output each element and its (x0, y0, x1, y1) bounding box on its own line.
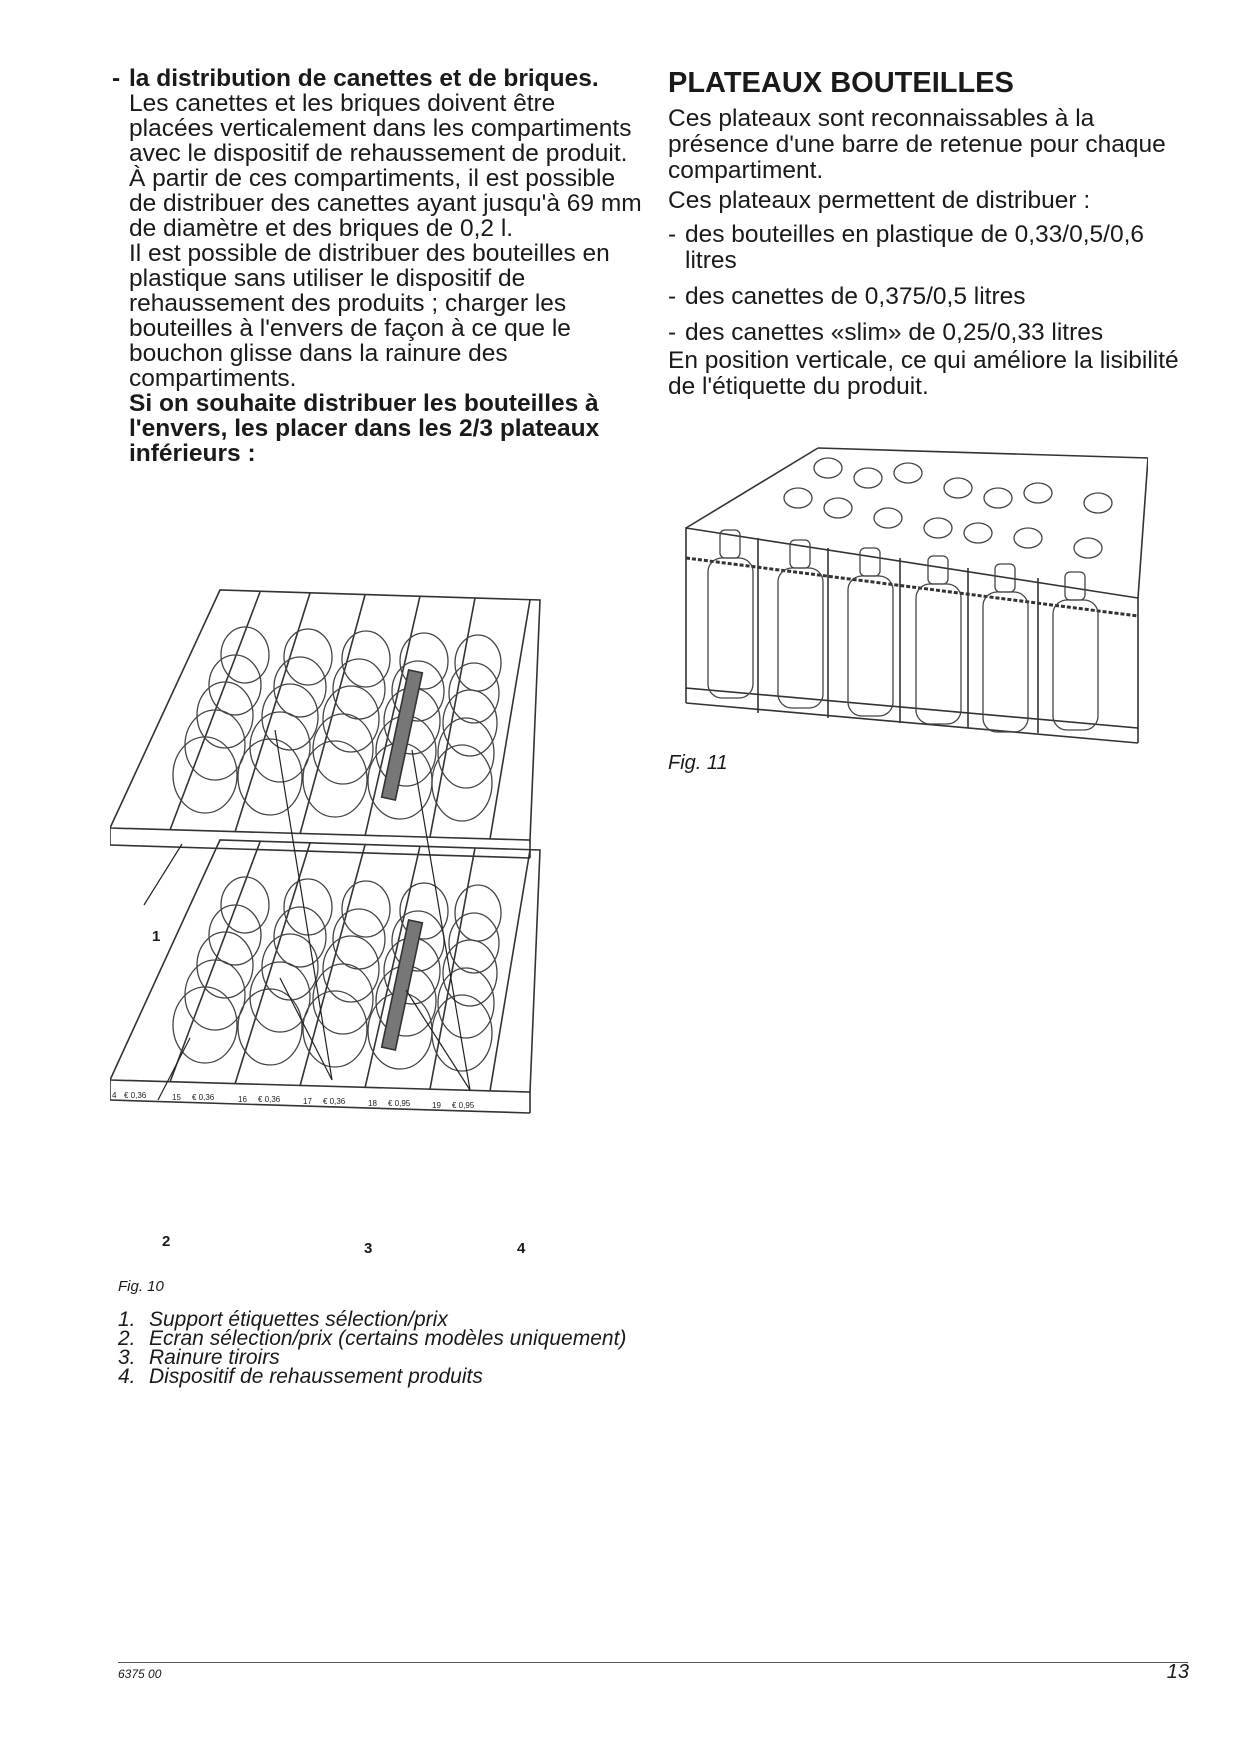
price-label: 15 (172, 1093, 181, 1102)
section-title-bottle-trays: PLATEAUX BOUTEILLES (668, 67, 1014, 99)
page-number: 13 (1166, 1661, 1189, 1683)
bottle-list (668, 222, 1188, 346)
section-heading-cans (112, 66, 642, 91)
list-item-text: des canettes «slim» de 0,25/0,33 litres (685, 319, 1104, 346)
document-code: 6375 00 (118, 1667, 162, 1681)
paragraph-trays-allow: Ces plateaux permettent de distribuer : (668, 187, 1091, 214)
price-label: 16 (238, 1095, 247, 1104)
list-dash: - (668, 319, 677, 346)
price-label: € 0,36 (192, 1093, 215, 1102)
legend-number: 4. (118, 1365, 136, 1388)
list-dash: - (668, 283, 677, 310)
legend-text: Ecran sélection/prix (certains modèles uniquement) (149, 1327, 627, 1350)
left-column (112, 66, 642, 466)
price-label: 4 (112, 1091, 117, 1100)
legend-text: Rainure tiroirs (149, 1346, 280, 1369)
price-label: € 0,36 (124, 1091, 147, 1100)
callout-3: 3 (364, 1240, 373, 1257)
price-label: 18 (368, 1099, 377, 1108)
legend-text: Dispositif de rehaussement produits (149, 1365, 483, 1388)
right-column (668, 66, 1188, 400)
fig10-legend (118, 1310, 638, 1386)
list-item-text: des canettes de 0,375/0,5 litres (685, 283, 1026, 310)
list-dash: - (668, 221, 677, 248)
price-label: € 0,36 (323, 1097, 346, 1106)
legend-text: Support étiquettes sélection/prix (149, 1308, 448, 1331)
fig10-illustration (110, 560, 640, 1260)
list-dash: - (112, 65, 121, 92)
callout-4: 4 (517, 1240, 526, 1257)
paragraph-cans-placement: Les canettes et les briques doivent être placées verticalement dans les compartiments avec le dispositif de rehaussement de produit. (129, 90, 632, 167)
legend-number: 1. (118, 1308, 136, 1331)
paragraph-bottles-inverted: Il est possible de distribuer des bouteilles en plastique sans utiliser le dispositif de rehaussement des produits ; charger les bouteilles à l'envers de façon à ce que le bouchon glisse dans la rainure des compartiments. (129, 240, 610, 392)
list-item (668, 222, 1188, 274)
paragraph-bottles-warning: Si on souhaite distribuer les bouteilles à l'envers, les placer dans les 2/3 plateaux inférieurs : (129, 390, 600, 467)
legend-number: 2. (118, 1327, 136, 1350)
price-label: € 0,36 (258, 1095, 281, 1104)
legend-item (118, 1367, 638, 1386)
heading-text: la distribution de canettes et de briques. (129, 65, 599, 92)
paragraph-vertical-position: En position verticale, ce qui améliore la lisibilité de l'étiquette du produit. (668, 347, 1179, 400)
callout-1: 1 (152, 928, 161, 945)
callout-2: 2 (162, 1233, 171, 1250)
price-label: € 0,95 (452, 1101, 475, 1110)
paragraph-trays-recognizable: Ces plateaux sont reconnaissables à la présence d'une barre de retenue pour chaque compartiment. (668, 105, 1166, 184)
list-item-text: des bouteilles en plastique de 0,33/0,5/0,6 litres (685, 221, 1145, 274)
fig11-illustration (678, 418, 1148, 748)
price-label: € 0,95 (388, 1099, 411, 1108)
legend-number: 3. (118, 1346, 136, 1369)
list-item (668, 284, 1188, 310)
price-label: 19 (432, 1101, 441, 1110)
price-label: 17 (303, 1097, 312, 1106)
list-item (668, 320, 1188, 346)
footer-rule (118, 1662, 1188, 1663)
fig11-caption: Fig. 11 (668, 752, 728, 774)
paragraph-cans-diameter: À partir de ces compartiments, il est possible de distribuer des canettes ayant jusqu'à 69 mm de diamètre et des briques de 0,2 l. (129, 165, 642, 242)
fig10-caption: Fig. 10 (118, 1278, 164, 1295)
